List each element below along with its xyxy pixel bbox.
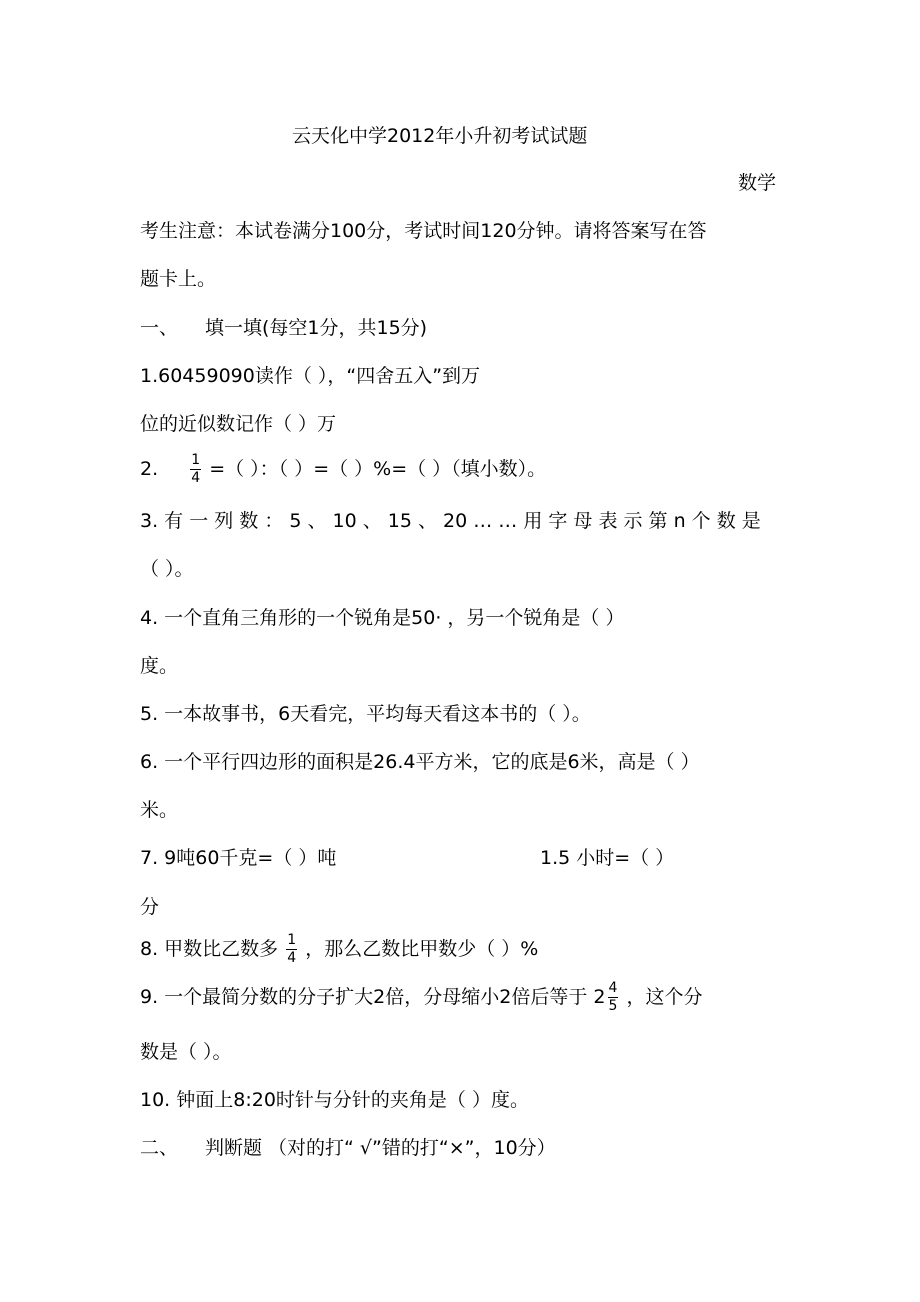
notice-line-2: 题卡上。 (140, 268, 217, 290)
question-1-line-2: 位的近似数记作（ ）万 (140, 413, 337, 435)
question-8-suffix: ，那么乙数比甲数少（ ）% (305, 937, 539, 960)
section-2-number: 二、 (140, 1137, 179, 1159)
question-1-line-1: 1.60459090读作（ ），“四舍五入”到万 (140, 365, 481, 387)
question-6-line-1: 6. 一个平行四边形的面积是26.4平方米，它的底是6米，高是（ ） (140, 751, 700, 773)
question-9-mixed-number (593, 980, 620, 1015)
notice-line-1: 考生注意：本试卷满分100分，考试时间120分钟。请将答案写在答 (140, 220, 707, 242)
fraction-numerator: 1 (191, 452, 201, 468)
question-9-line-1 (140, 980, 702, 1015)
question-5: 5. 一本故事书，6天看完，平均每天看这本书的（ ）。 (140, 703, 591, 725)
fraction-denominator: 4 (287, 949, 297, 966)
page-title: 云天化中学2012年小升初考试试题 (292, 125, 588, 147)
question-8-fraction (286, 932, 297, 967)
fraction-denominator: 4 (191, 469, 201, 486)
question-3-line-1: 3. 有 一 列 数 ： 5 、 10 、 15 、 20 … … 用 字 母 表 示 第 n 个 数 是 (140, 510, 761, 532)
question-8-prefix: 8. 甲数比乙数多 (140, 937, 279, 960)
question-2-prefix: 2. (140, 457, 159, 480)
question-6-line-2: 米。 (140, 799, 179, 821)
question-2-suffix: =（ ）：（ ）=（ ）%=（ ）（填小数）。 (209, 457, 547, 480)
subject-label: 数学 (738, 172, 777, 194)
question-9-fraction (608, 980, 619, 1015)
question-7-right: 1.5 小时=（ ） (540, 847, 675, 869)
question-4-line-2: 度。 (140, 655, 179, 677)
question-7-line-2: 分 (140, 896, 160, 918)
question-2 (140, 452, 546, 487)
question-8 (140, 932, 538, 967)
section-1-heading: 填一填(每空1分，共15分) (205, 317, 428, 339)
section-2-heading: 判断题 （对的打“ √”错的打“×”，10分） (205, 1137, 556, 1159)
question-9-line-2: 数是（ ）。 (140, 1041, 232, 1063)
question-4-line-1: 4. 一个直角三角形的一个锐角是50· ，另一个锐角是（ ） (140, 607, 625, 629)
section-1-number: 一、 (140, 317, 179, 339)
fraction-numerator: 4 (608, 980, 618, 996)
mixed-number-whole: 2 (593, 985, 606, 1008)
question-9-suffix: ，这个分 (626, 985, 703, 1008)
question-7-left: 7. 9吨60千克=（ ）吨 (140, 847, 337, 869)
question-2-fraction (190, 452, 201, 487)
question-3-line-2: （ ）。 (140, 558, 194, 580)
question-9-prefix: 9. 一个最简分数的分子扩大2倍，分母缩小2倍后等于 (140, 985, 588, 1008)
question-10: 10. 钟面上8:20时针与分针的夹角是（ ）度。 (140, 1089, 529, 1111)
fraction-numerator: 1 (287, 932, 297, 948)
fraction-denominator: 5 (608, 997, 618, 1014)
